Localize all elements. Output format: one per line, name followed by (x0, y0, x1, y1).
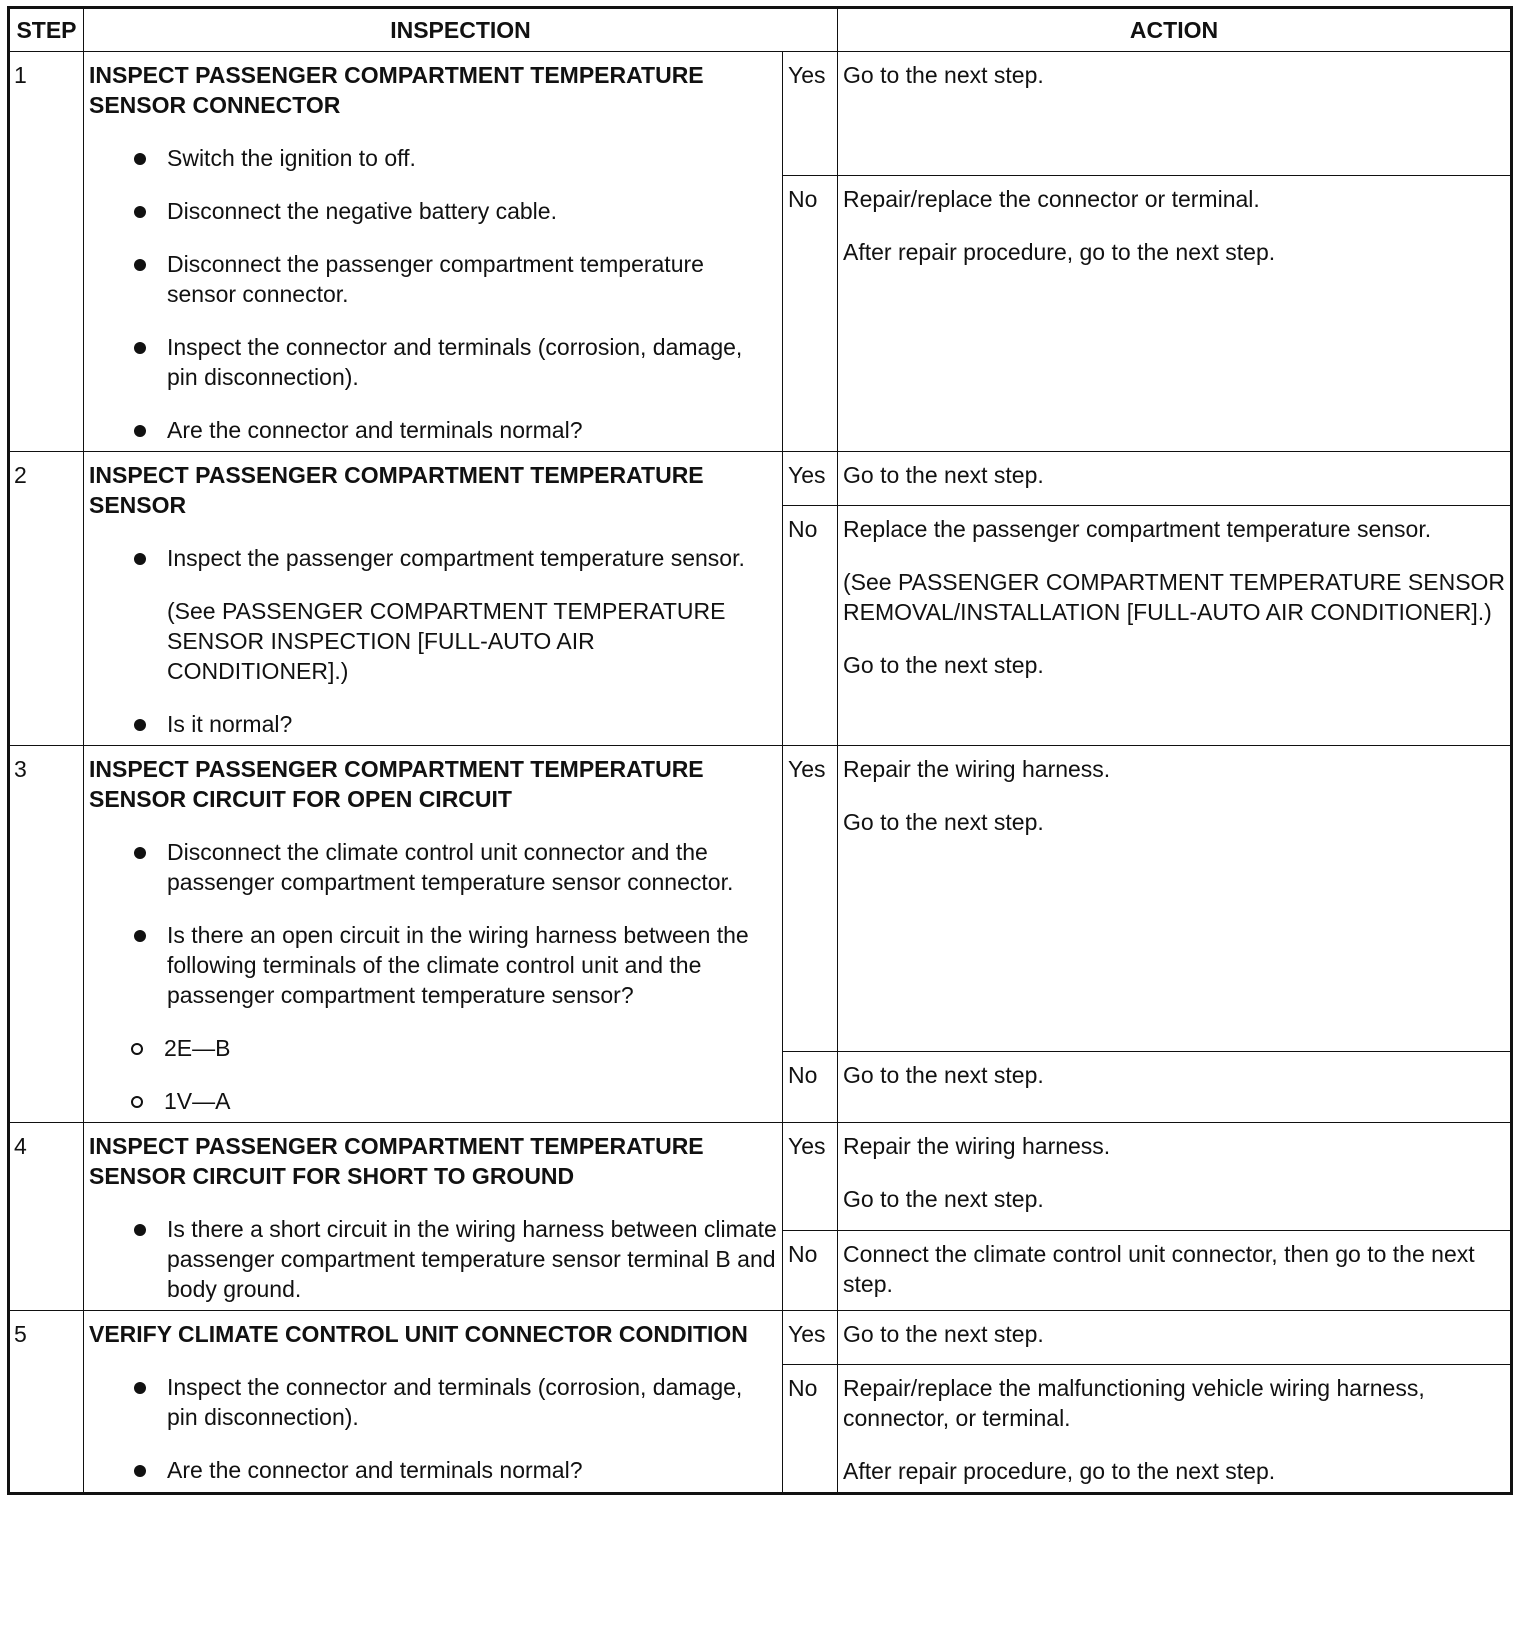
step-2 (9, 452, 1512, 746)
action-text: Connect the climate control unit connector, then go to the next step. (843, 1241, 1475, 1297)
action-text: Replace the passenger compartment temperature sensor. (843, 516, 1432, 542)
action-text: Go to the next step. (843, 62, 1044, 88)
yes-action (838, 746, 1512, 1052)
bullet-item: Is it normal? (134, 709, 777, 739)
action-text: Repair the wiring harness. (843, 1133, 1111, 1159)
step-1-yes-row (9, 52, 1512, 176)
action-text: Repair the wiring harness. (843, 756, 1111, 782)
step-number: 2 (9, 452, 84, 746)
bullet-item (134, 543, 777, 686)
action-text: (See PASSENGER COMPARTMENT TEMPERATURE SENSOR REMOVAL/INSTALLATION [FULL-AUTO AIR CONDITIONER].) (843, 569, 1506, 625)
action-text: Repair/replace the malfunctioning vehicle wiring harness, connector, or terminal. (843, 1375, 1425, 1431)
no-action (838, 1231, 1512, 1311)
troubleshooting-table (7, 6, 1513, 1495)
step-5 (9, 1311, 1512, 1494)
step-3 (9, 746, 1512, 1123)
action-text: Go to the next step. (843, 652, 1044, 678)
inspection-cell (84, 52, 783, 452)
bullet-item: Disconnect the negative battery cable. (134, 196, 777, 226)
no-action (838, 176, 1512, 452)
yes-label: Yes (783, 746, 838, 1052)
step-number: 5 (9, 1311, 84, 1494)
yes-label: Yes (783, 52, 838, 176)
step-title: INSPECT PASSENGER COMPARTMENT TEMPERATURE SENSOR CIRCUIT FOR SHORT TO GROUND (89, 1133, 704, 1189)
terminal-pair: 2E—B (131, 1033, 777, 1063)
yes-action (838, 1311, 1512, 1365)
step-1 (9, 52, 1512, 452)
bullet-item: Inspect the connector and terminals (corrosion, damage, pin disconnection). (134, 1372, 777, 1432)
terminal-list (89, 1033, 777, 1116)
no-label: No (783, 1365, 838, 1494)
terminal-pair: 1V—A (131, 1086, 777, 1116)
inspection-bullets (89, 837, 777, 1010)
yes-label: Yes (783, 452, 838, 506)
yes-action (838, 452, 1512, 506)
yes-action (838, 1123, 1512, 1231)
bullet-item: Disconnect the climate control unit connector and the passenger compartment temperature sensor connector. (134, 837, 777, 897)
inspection-cell (84, 1311, 783, 1494)
bullet-item: Is there an open circuit in the wiring harness between the following terminals of the climate control unit and the passenger compartment temperature sensor? (134, 920, 777, 1010)
no-action (838, 506, 1512, 746)
header-row (9, 8, 1512, 52)
action-text: Go to the next step. (843, 462, 1044, 488)
no-label: No (783, 506, 838, 746)
yes-label: Yes (783, 1311, 838, 1365)
action-text: After repair procedure, go to the next step. (843, 239, 1276, 265)
step-3-yes-row (9, 746, 1512, 1052)
reference-text: (See PASSENGER COMPARTMENT TEMPERATURE SENSOR INSPECTION [FULL-AUTO AIR CONDITIONER].) (167, 598, 726, 684)
bullet-text: Inspect the passenger compartment temperature sensor. (167, 545, 745, 571)
yes-action (838, 52, 1512, 176)
step-4 (9, 1123, 1512, 1311)
step-2-yes-row (9, 452, 1512, 506)
no-label: No (783, 176, 838, 452)
header-action: ACTION (838, 8, 1512, 52)
step-number: 3 (9, 746, 84, 1123)
yes-label: Yes (783, 1123, 838, 1231)
inspection-bullets (89, 1214, 777, 1304)
action-text: After repair procedure, go to the next step. (843, 1458, 1276, 1484)
bullet-item: Disconnect the passenger compartment temperature sensor connector. (134, 249, 777, 309)
step-title: INSPECT PASSENGER COMPARTMENT TEMPERATURE SENSOR CONNECTOR (89, 62, 704, 118)
step-title: INSPECT PASSENGER COMPARTMENT TEMPERATURE SENSOR CIRCUIT FOR OPEN CIRCUIT (89, 756, 704, 812)
inspection-bullets (89, 1372, 777, 1485)
step-4-yes-row (9, 1123, 1512, 1231)
bullet-item: Are the connector and terminals normal? (134, 1455, 777, 1485)
step-number: 1 (9, 52, 84, 452)
no-action (838, 1052, 1512, 1123)
step-number: 4 (9, 1123, 84, 1311)
bullet-item: Inspect the connector and terminals (corrosion, damage, pin disconnection). (134, 332, 777, 392)
bullet-item: Are the connector and terminals normal? (134, 415, 777, 445)
step-title: INSPECT PASSENGER COMPARTMENT TEMPERATURE SENSOR (89, 462, 704, 518)
inspection-cell (84, 746, 783, 1123)
no-action (838, 1365, 1512, 1494)
bullet-item: Is there a short circuit in the wiring harness between climate passenger compartment temperature sensor terminal B and body ground. (134, 1214, 777, 1304)
action-text: Go to the next step. (843, 1186, 1044, 1212)
action-text: Go to the next step. (843, 809, 1044, 835)
header-inspection: INSPECTION (84, 8, 838, 52)
inspection-cell (84, 1123, 783, 1311)
header-step: STEP (9, 8, 84, 52)
inspection-bullets (89, 543, 777, 739)
action-text: Go to the next step. (843, 1321, 1044, 1347)
bullet-item: Switch the ignition to off. (134, 143, 777, 173)
no-label: No (783, 1231, 838, 1311)
action-text: Repair/replace the connector or terminal. (843, 186, 1260, 212)
no-label: No (783, 1052, 838, 1123)
action-text: Go to the next step. (843, 1062, 1044, 1088)
step-5-yes-row (9, 1311, 1512, 1365)
inspection-bullets (89, 143, 777, 445)
step-title: VERIFY CLIMATE CONTROL UNIT CONNECTOR CONDITION (89, 1321, 748, 1347)
inspection-cell (84, 452, 783, 746)
